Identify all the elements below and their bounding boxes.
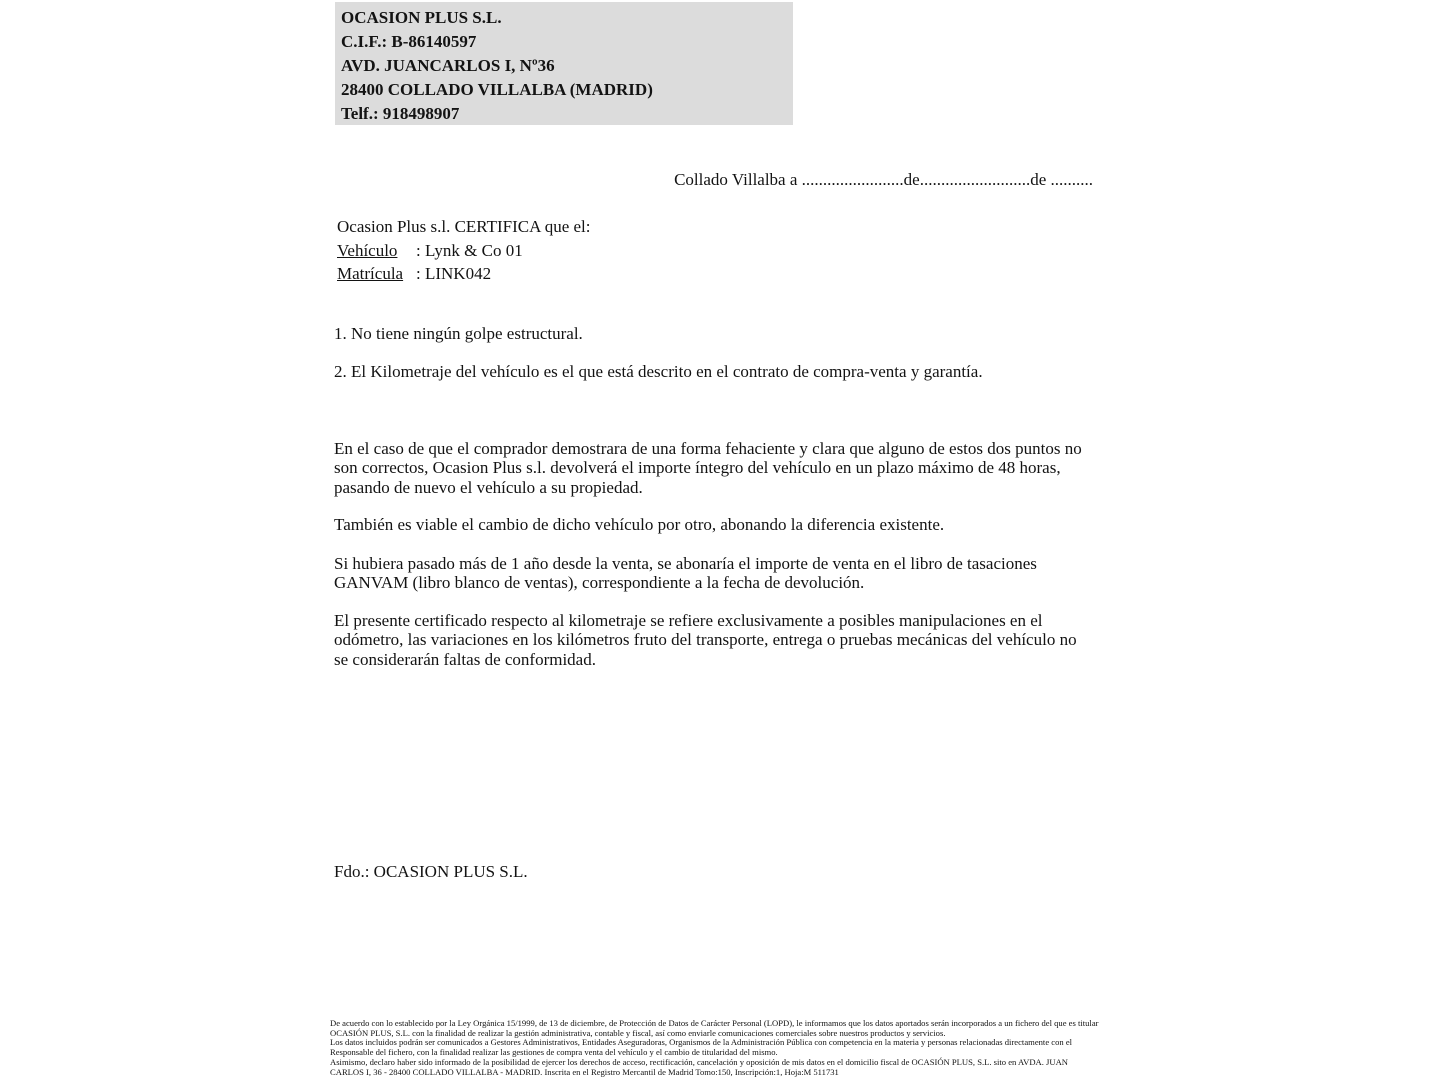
vehicle-line <box>337 239 591 263</box>
legal-line: Los datos incluidos podrán ser comunicados a Gestores Administrativos, Entidades Aseguradoras, Organismos de la Administración Pública con competencia en la materia y personas relacionadas directamente con el <box>330 1037 1073 1048</box>
paragraph-line: El presente certificado respecto al kilometraje se refiere exclusivamente a posibles manipulaciones en el <box>334 611 1043 630</box>
vehicle-value: : Lynk & Co 01 <box>416 240 523 260</box>
point-2: 2. El Kilometraje del vehículo es el que está descrito en el contrato de compra-venta y garantía. <box>334 362 983 381</box>
plate-line <box>337 262 591 286</box>
paragraph-ganvam-clause <box>334 554 1037 593</box>
paragraph-exchange-clause <box>334 515 944 534</box>
plate-label: Matrícula <box>337 264 404 283</box>
paragraph-refund-clause <box>334 439 1082 497</box>
company-header-box <box>335 2 793 125</box>
legal-line: De acuerdo con lo establecido por la Ley Orgánica 15/1999, de 13 de diciembre, de Protección de Datos de Carácter Personal (LOPD), le informamos que los datos aportados serán incorporados a un fichero del que es titular <box>330 1018 1099 1028</box>
paragraph-line: son correctos, Ocasion Plus s.l. devolverá el importe íntegro del vehículo en un plazo máximo de 48 horas, <box>334 458 1061 478</box>
company-address: AVD. JUANCARLOS I, Nº36 <box>341 56 555 75</box>
company-phone: Telf.: 918498907 <box>341 104 460 123</box>
paragraph-line: En el caso de que el comprador demostrara de una forma fehaciente y clara que alguno de estos dos puntos no <box>334 439 1082 458</box>
certifies-statement: Ocasion Plus s.l. CERTIFICA que el: <box>337 217 591 236</box>
legal-line: Responsable del fichero, con la finalidad realizar las gestiones de compra venta del vehículo y el cambio de titularidad del mismo. <box>330 1047 778 1058</box>
plate-value: : LINK042 <box>416 264 492 283</box>
legal-fine-print <box>330 1019 1099 1077</box>
signature-line: Fdo.: OCASION PLUS S.L. <box>334 862 528 881</box>
legal-line: Asimismo, declaro haber sido informado de la posibilidad de ejercer los derechos de acceso, rectificación, cancelación y oposición de mis datos en el domicilio fiscal de OCASIÓN PLUS, S.L. sito en AVDA. JUAN <box>330 1056 1069 1067</box>
vehicle-label: Vehículo <box>337 240 398 260</box>
company-city: 28400 COLLADO VILLALBA (MADRID) <box>341 80 653 99</box>
paragraph-line: También es viable el cambio de dicho vehículo por otro, abonando la diferencia existente. <box>334 515 945 534</box>
legal-line: CARLOS I, 36 - 28400 COLLADO VILLALBA - MADRID. Inscrita en el Registro Mercantil de Madrid Tomo:150, Inscripción:1, Hoja:M 511731 <box>330 1066 839 1077</box>
paragraph-line: GANVAM (libro blanco de ventas), correspondiente a la fecha de devolución. <box>334 573 865 593</box>
paragraph-odometer-clause <box>334 611 1077 669</box>
legal-line: OCASIÓN PLUS, S.L. con la finalidad de realizar la gestión administrativa, contable y fiscal, así como enviarle comunicaciones comerciales sobre nuestros productos y servicios. <box>330 1027 946 1038</box>
date-fill-in-line: Collado Villalba a ........................de..........................de .......... <box>674 170 1093 189</box>
company-cif: C.I.F.: B-86140597 <box>341 32 477 51</box>
paragraph-line: odómetro, las variaciones en los kilómetros fruto del transporte, entrega o pruebas mecánicas del vehículo no <box>334 630 1077 650</box>
paragraph-line: Si hubiera pasado más de 1 año desde la venta, se abonaría el importe de venta en el libro de tasaciones <box>334 554 1037 573</box>
paragraph-line: pasando de nuevo el vehículo a su propiedad. <box>334 477 643 497</box>
certification-block <box>337 215 591 286</box>
point-1: 1. No tiene ningún golpe estructural. <box>334 324 583 343</box>
paragraph-line: se considerarán faltas de conformidad. <box>334 649 596 669</box>
company-name: OCASION PLUS S.L. <box>341 8 502 27</box>
